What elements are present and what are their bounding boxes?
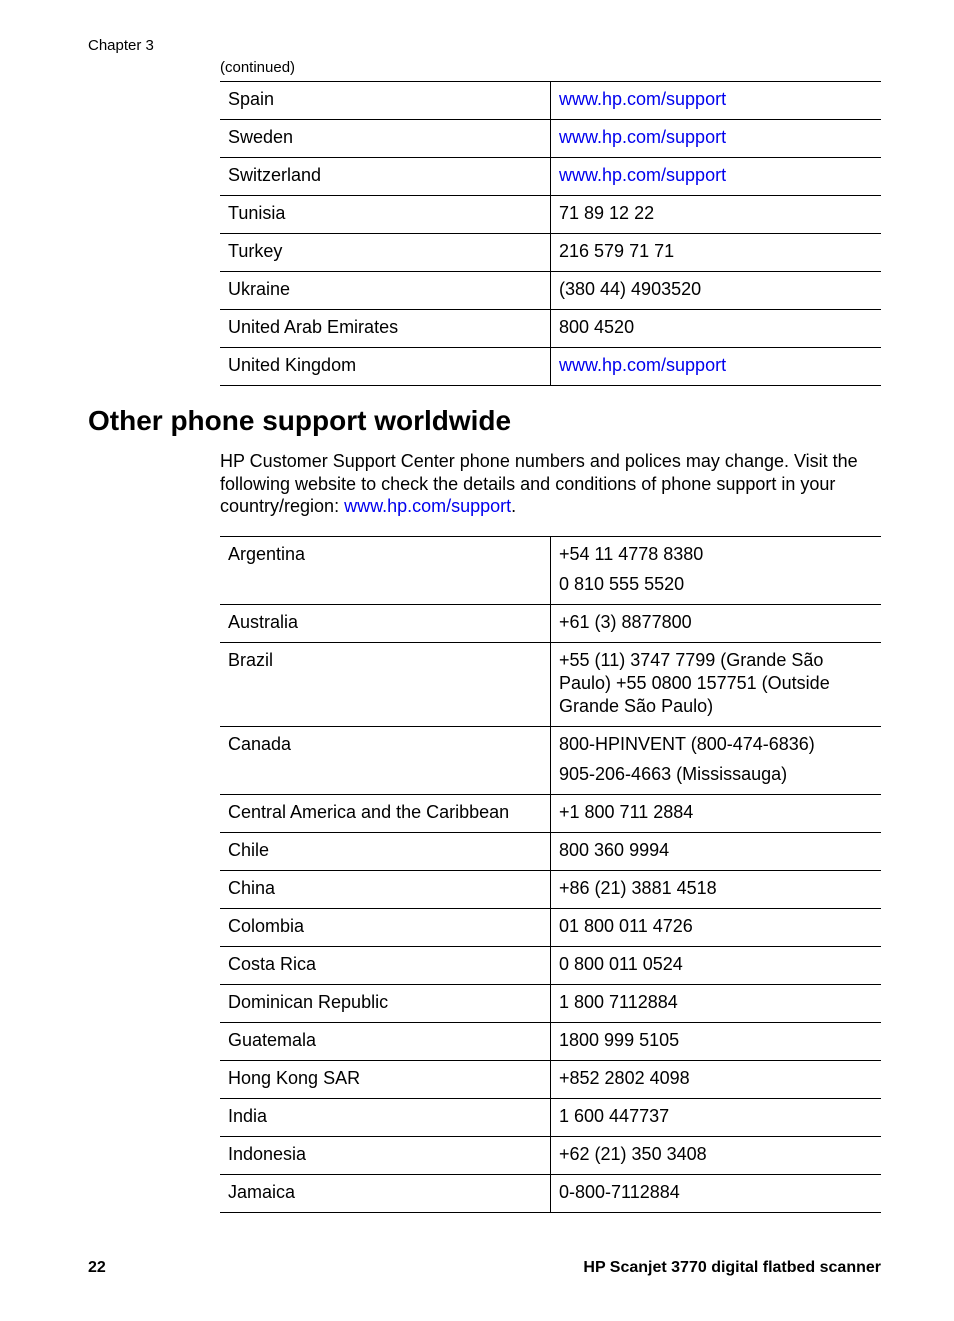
contact-value: +54 11 4778 8380 bbox=[559, 544, 704, 564]
table-row bbox=[220, 1099, 881, 1137]
country-cell: United Kingdom bbox=[220, 348, 551, 386]
contact-cell bbox=[551, 82, 882, 120]
country-cell: Canada bbox=[220, 727, 551, 795]
footer-product-title: HP Scanjet 3770 digital flatbed scanner bbox=[583, 1259, 881, 1276]
contact-cell bbox=[551, 909, 882, 947]
page-number: 22 bbox=[88, 1259, 106, 1276]
table-row bbox=[220, 272, 881, 310]
contact-cell bbox=[551, 234, 882, 272]
contact-value: +62 (21) 350 3408 bbox=[559, 1144, 707, 1164]
contact-value: 216 579 71 71 bbox=[559, 241, 675, 261]
contact-cell bbox=[551, 727, 882, 795]
contact-value-secondary: 905-206-4663 (Mississauga) bbox=[559, 764, 788, 784]
contact-value: 1800 999 5105 bbox=[559, 1030, 680, 1050]
intro-text: HP Customer Support Center phone numbers and polices may change. Visit the following website to check the details and conditions of phone support in your country/region: bbox=[220, 451, 858, 516]
table-row bbox=[220, 871, 881, 909]
table-row bbox=[220, 120, 881, 158]
table-row bbox=[220, 833, 881, 871]
country-cell: Argentina bbox=[220, 537, 551, 605]
support-link[interactable]: www.hp.com/support bbox=[559, 127, 727, 147]
support-link[interactable]: www.hp.com/support bbox=[344, 496, 512, 516]
country-cell: Costa Rica bbox=[220, 947, 551, 985]
country-cell: Australia bbox=[220, 605, 551, 643]
country-cell: Central America and the Caribbean bbox=[220, 795, 551, 833]
country-cell: Ukraine bbox=[220, 272, 551, 310]
table-row bbox=[220, 605, 881, 643]
contact-value: 1 600 447737 bbox=[559, 1106, 670, 1126]
table-row bbox=[220, 1137, 881, 1175]
country-cell: Indonesia bbox=[220, 1137, 551, 1175]
contact-value: +55 (11) 3747 7799 (Grande São Paulo) +55 0800 157751 (Outside Grande São Paulo) bbox=[559, 650, 830, 716]
contact-value: 0-800-7112884 bbox=[559, 1182, 680, 1202]
table-row bbox=[220, 909, 881, 947]
contact-cell bbox=[551, 1175, 882, 1213]
table-row bbox=[220, 795, 881, 833]
contact-cell bbox=[551, 871, 882, 909]
table-row bbox=[220, 348, 881, 386]
contact-cell bbox=[551, 833, 882, 871]
contact-cell bbox=[551, 158, 882, 196]
country-cell: China bbox=[220, 871, 551, 909]
contact-cell bbox=[551, 348, 882, 386]
table-row bbox=[220, 82, 881, 120]
country-cell: Sweden bbox=[220, 120, 551, 158]
contact-cell bbox=[551, 1023, 882, 1061]
intro-end: . bbox=[511, 496, 517, 516]
contact-value: +852 2802 4098 bbox=[559, 1068, 690, 1088]
support-link[interactable]: www.hp.com/support bbox=[559, 355, 727, 375]
contact-value: 71 89 12 22 bbox=[559, 203, 655, 223]
contact-cell bbox=[551, 605, 882, 643]
contact-value: (380 44) 4903520 bbox=[559, 279, 702, 299]
table-row bbox=[220, 727, 881, 795]
contact-value: 01 800 011 4726 bbox=[559, 916, 693, 936]
support-link[interactable]: www.hp.com/support bbox=[559, 165, 727, 185]
contact-cell bbox=[551, 196, 882, 234]
table-row bbox=[220, 537, 881, 605]
contact-cell bbox=[551, 1099, 882, 1137]
table-row bbox=[220, 310, 881, 348]
table1-body bbox=[220, 82, 881, 386]
contact-cell bbox=[551, 985, 882, 1023]
contact-value: +86 (21) 3881 4518 bbox=[559, 878, 717, 898]
country-cell: Spain bbox=[220, 82, 551, 120]
table-row bbox=[220, 947, 881, 985]
country-cell: Colombia bbox=[220, 909, 551, 947]
chapter-label: Chapter 3 bbox=[88, 37, 154, 54]
contact-value: +61 (3) 8877800 bbox=[559, 612, 692, 632]
section-title: Other phone support worldwide bbox=[88, 405, 512, 436]
contact-cell bbox=[551, 120, 882, 158]
contact-value: 1 800 7112884 bbox=[559, 992, 678, 1012]
contact-value: +1 800 711 2884 bbox=[559, 802, 694, 822]
contact-value: 800 360 9994 bbox=[559, 840, 670, 860]
country-cell: Hong Kong SAR bbox=[220, 1061, 551, 1099]
table-row bbox=[220, 985, 881, 1023]
country-cell: United Arab Emirates bbox=[220, 310, 551, 348]
table2-body bbox=[220, 537, 881, 1213]
country-cell: Chile bbox=[220, 833, 551, 871]
country-cell: Switzerland bbox=[220, 158, 551, 196]
country-cell: Turkey bbox=[220, 234, 551, 272]
table-row bbox=[220, 1061, 881, 1099]
contact-cell bbox=[551, 643, 882, 727]
table-row bbox=[220, 1023, 881, 1061]
contact-cell bbox=[551, 537, 882, 605]
contact-value: 800 4520 bbox=[559, 317, 635, 337]
phone-support-table bbox=[220, 536, 881, 1213]
country-cell: India bbox=[220, 1099, 551, 1137]
intro-paragraph bbox=[220, 450, 881, 518]
table-row bbox=[220, 158, 881, 196]
table-row bbox=[220, 1175, 881, 1213]
continued-label: (continued) bbox=[220, 59, 296, 76]
country-cell: Jamaica bbox=[220, 1175, 551, 1213]
table-row bbox=[220, 196, 881, 234]
support-link[interactable]: www.hp.com/support bbox=[559, 89, 727, 109]
country-cell: Guatemala bbox=[220, 1023, 551, 1061]
contact-cell bbox=[551, 795, 882, 833]
country-cell: Dominican Republic bbox=[220, 985, 551, 1023]
contact-cell bbox=[551, 272, 882, 310]
contact-value: 0 800 011 0524 bbox=[559, 954, 683, 974]
country-cell: Tunisia bbox=[220, 196, 551, 234]
contact-cell bbox=[551, 947, 882, 985]
country-cell: Brazil bbox=[220, 643, 551, 727]
contact-cell bbox=[551, 310, 882, 348]
contact-value: 800-HPINVENT (800-474-6836) bbox=[559, 734, 815, 754]
contact-value-secondary: 0 810 555 5520 bbox=[559, 574, 685, 594]
table-row bbox=[220, 234, 881, 272]
contact-cell bbox=[551, 1137, 882, 1175]
table-row bbox=[220, 643, 881, 727]
contact-cell bbox=[551, 1061, 882, 1099]
country-contact-table-continued bbox=[220, 81, 881, 386]
